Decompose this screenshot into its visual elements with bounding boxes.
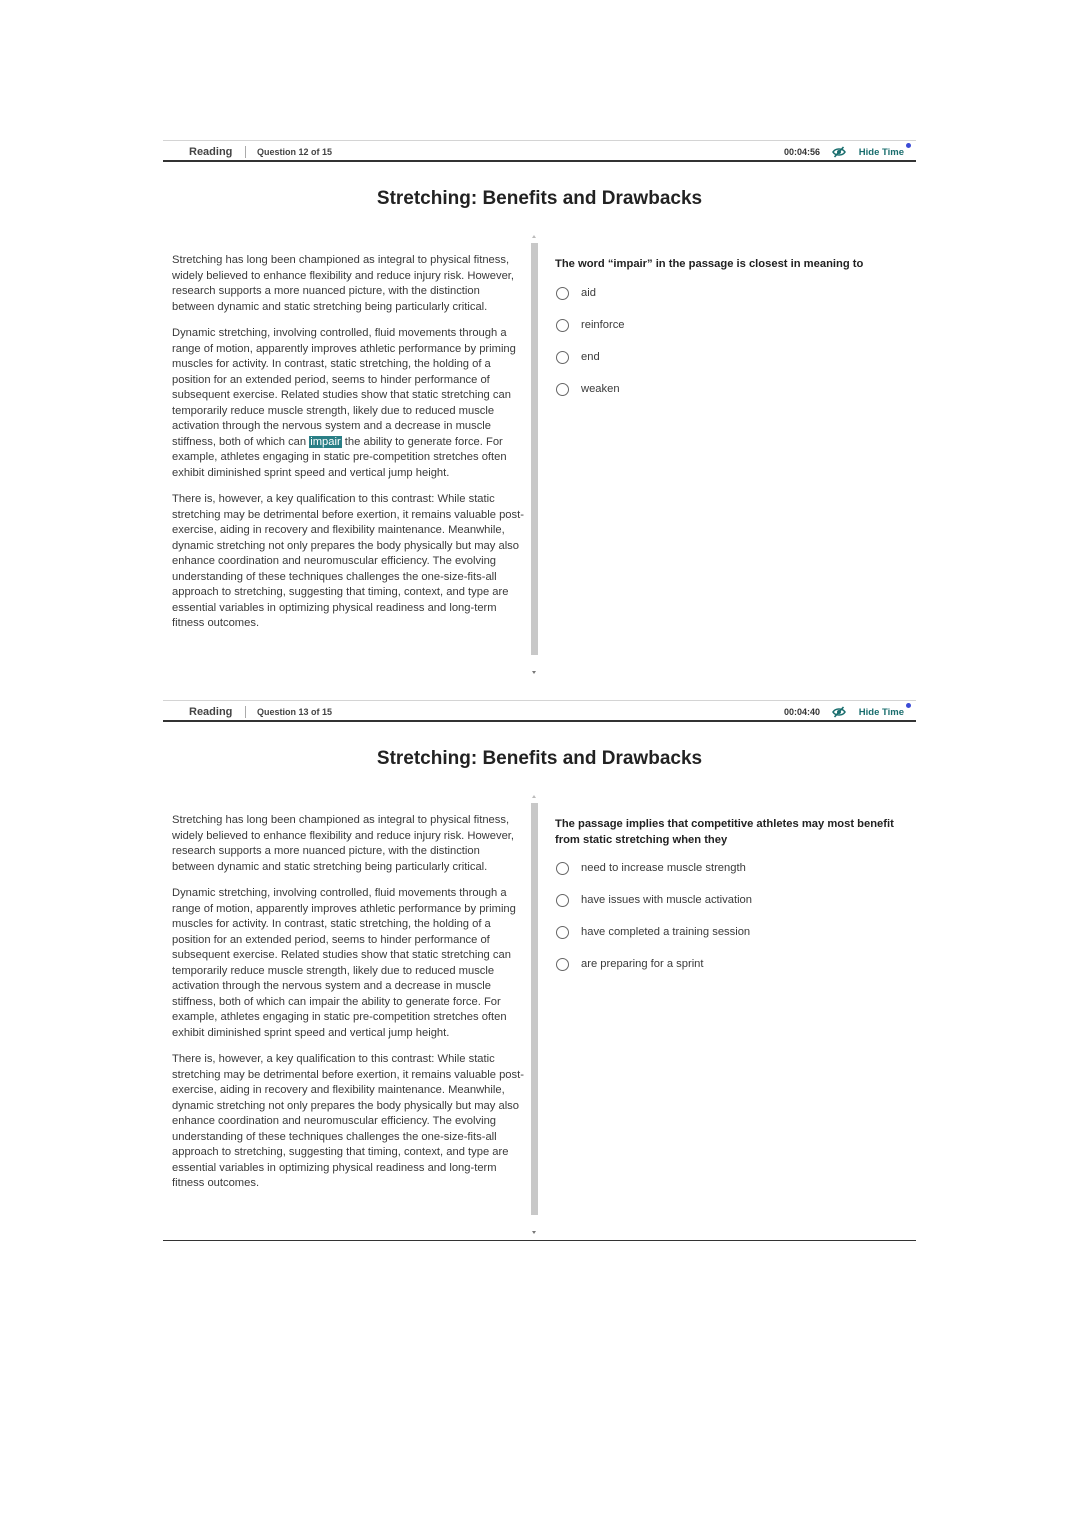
option-label: reinforce [581,319,625,331]
scroll-up-arrow-icon[interactable] [532,235,536,238]
hide-time-button[interactable]: Hide Time [858,147,904,158]
answer-option[interactable] [556,319,896,351]
answer-option[interactable] [556,894,896,926]
passage-scrollbar[interactable] [530,235,539,680]
eye-slash-icon[interactable] [832,706,846,718]
question-counter: Question 13 of 15 [257,707,333,717]
radio-button[interactable] [556,287,569,300]
answer-option[interactable] [556,287,896,319]
section-name: Reading [189,706,233,718]
option-label: aid [581,287,596,299]
passage-text-span: Dynamic stretching, involving controlled, fluid movements through a range of motion, apparently improves athletic performance by priming muscles for activity. In contrast, static stretching, the holding of a position for an extended period, seems to hinder performance of subsequent exercise. Related studies show that static stretching can temporarily reduce muscle strength, likely due to reduced muscle activation through the nervous system and a decrease in muscle stiffness, both of which can [172,327,516,448]
radio-button[interactable] [556,319,569,332]
passage-text-span: the ability to generate force. For example, athletes engaging in static pre-competition stretches often exhibit diminished sprint speed and vertical jump height. [172,435,507,479]
radio-button[interactable] [556,383,569,396]
radio-button[interactable] [556,894,569,907]
scrollbar-thumb[interactable] [531,243,538,655]
option-label: have issues with muscle activation [581,894,752,906]
passage-scrollbar[interactable] [530,795,539,1240]
question-prompt: The passage implies that competitive athletes may most benefit from static stretching when they [555,818,894,846]
passage-paragraph: There is, however, a key qualification to this contrast: While static stretching may be detrimental before exertion, it remains valuable post-exercise, aiding in recovery and flexibility maintenance. Meanwhile, dynamic stretching not only prepares the body physically but may also enhance coordination and neuromuscular efficiency. The evolving understanding of these techniques challenges the one-size-fits-all approach to stretching, suggesting that timing, context, and type are essential variables in optimizing physical readiness and long-term fitness outcomes. [172,1053,524,1189]
question-prompt: The word “impair” in the passage is closest in meaning to [555,258,864,270]
notification-dot [906,143,911,148]
radio-button[interactable] [556,862,569,875]
option-label: need to increase muscle strength [581,862,746,874]
option-label: weaken [581,383,620,395]
eye-slash-icon[interactable] [832,146,846,158]
answer-option[interactable] [556,383,896,415]
option-label: are preparing for a sprint [581,958,704,970]
passage-text [172,253,524,643]
answer-option[interactable] [556,926,896,958]
radio-button[interactable] [556,958,569,971]
answer-options [556,862,896,990]
question-counter: Question 12 of 15 [257,147,333,157]
passage-paragraph: Dynamic stretching, involving controlled, fluid movements through a range of motion, apparently improves athletic performance by priming muscles for activity. In contrast, static stretching, the holding of a position for an extended period, seems to hinder performance of subsequent exercise. Related studies show that static stretching can temporarily reduce muscle strength, likely due to reduced muscle activation through the nervous system and a decrease in muscle stiffness, both of which can impair the ability to generate force. For example, athletes engaging in static pre-competition stretches often exhibit diminished sprint speed and vertical jump height. [172,887,516,1039]
radio-button[interactable] [556,351,569,364]
divider [245,146,246,158]
passage-title: Stretching: Benefits and Drawbacks [376,188,703,209]
question-screen-13 [163,700,916,1241]
option-label: have completed a training session [581,926,751,938]
timer: 00:04:40 [783,707,820,717]
notification-dot [906,703,911,708]
question-screen-12 [163,140,916,680]
answer-option[interactable] [556,351,896,383]
top-bar [163,700,916,722]
divider [245,706,246,718]
top-bar [163,140,916,162]
passage-paragraph: Stretching has long been championed as integral to physical fitness, widely believed to enhance flexibility and reduce injury risk. However, research supports a more nuanced picture, with the distinction between dynamic and static stretching being particularly critical. [172,254,515,313]
scroll-up-arrow-icon[interactable] [532,795,536,798]
passage-title: Stretching: Benefits and Drawbacks [376,748,703,769]
passage-paragraph: There is, however, a key qualification to this contrast: While static stretching may be detrimental before exertion, it remains valuable post-exercise, aiding in recovery and flexibility maintenance. Meanwhile, dynamic stretching not only prepares the body physically but may also enhance coordination and neuromuscular efficiency. The evolving understanding of these techniques challenges the one-size-fits-all approach to stretching, suggesting that timing, context, and type are essential variables in optimizing physical readiness and long-term fitness outcomes. [172,493,524,629]
scroll-down-arrow-icon[interactable] [532,1231,536,1234]
passage-paragraph [172,326,524,481]
scroll-down-arrow-icon[interactable] [532,671,536,674]
scrollbar-thumb[interactable] [531,803,538,1215]
passage-paragraph: Stretching has long been championed as integral to physical fitness, widely believed to enhance flexibility and reduce injury risk. However, research supports a more nuanced picture, with the distinction between dynamic and static stretching being particularly critical. [172,814,515,873]
answer-option[interactable] [556,958,896,990]
section-name: Reading [189,146,233,158]
radio-button[interactable] [556,926,569,939]
passage-text [172,813,524,1203]
highlighted-word: impair [310,435,341,448]
timer: 00:04:56 [783,147,820,157]
answer-options [556,287,896,415]
hide-time-button[interactable]: Hide Time [858,707,904,718]
option-label: end [581,351,600,363]
answer-option[interactable] [556,862,896,894]
